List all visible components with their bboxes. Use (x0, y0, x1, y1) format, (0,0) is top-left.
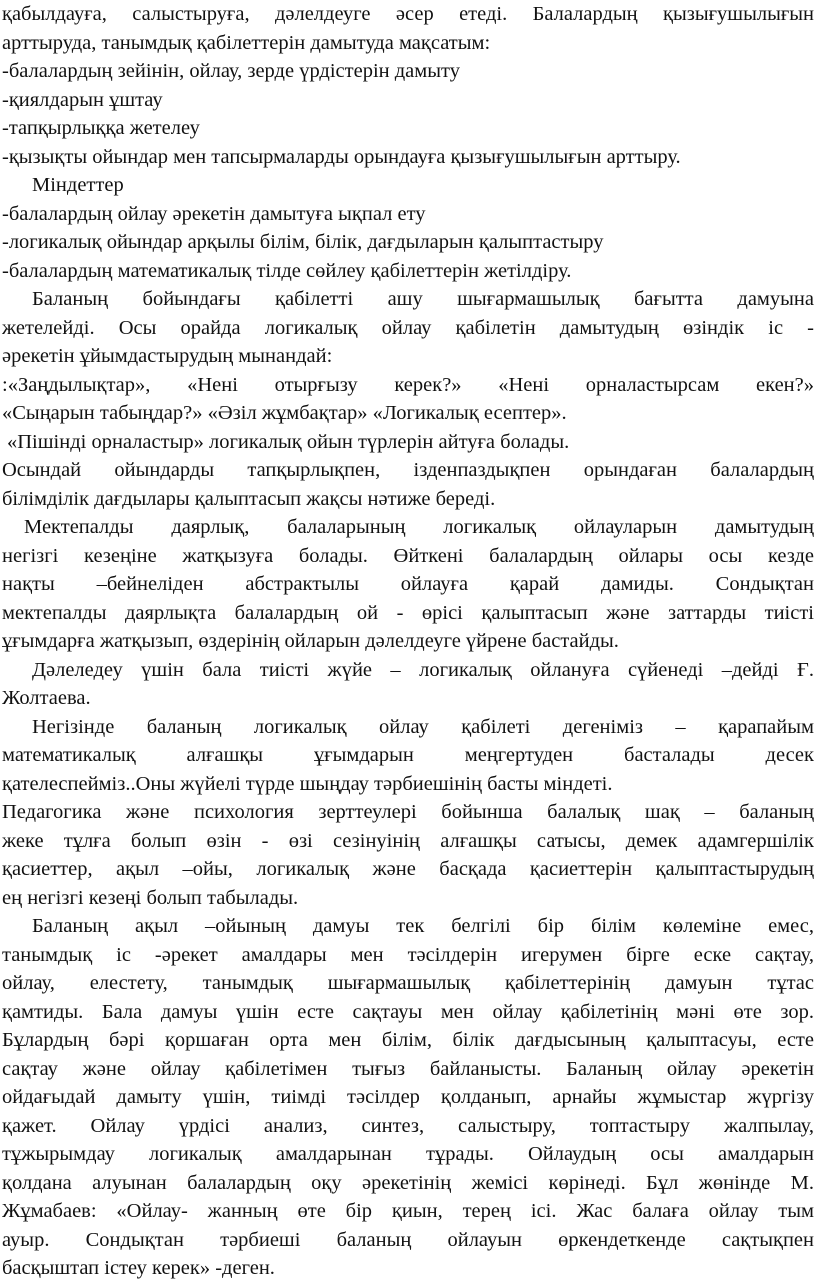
text-line: ойдағыдай дамыту үшін, тиімді тәсілдер қолданып, арнайы жұмыстар жүргізу (2, 1086, 814, 1108)
text-line: Осындай ойындарды тапқырлықпен, ізденпаздықпен орындаған балалардың (2, 459, 814, 481)
text-line: басқыштап істеу керек» -деген. (2, 1257, 275, 1279)
text-line: :«Заңдылықтар», «Нені отырғызу керек?» «Нені орналастырсам екен?» (2, 373, 814, 396)
text-line: Жолтаева. (2, 687, 91, 709)
text-line: қамтиды. Бала дамуы үшін есте сақтауы мен ойлау қабілетінің мәні өте зор. (2, 1000, 814, 1023)
text-line: ең негізгі кезеңі болып табылады. (2, 886, 299, 909)
text-line: Міндеттер (32, 174, 124, 196)
text-line: -балалардың математикалық тілде сөйлеу қабілеттерін жетілдіру. (2, 259, 572, 282)
text-line: жетелейді. Осы орайда логикалық ойлау қабілетін дамытудың өзіндік іс - (2, 316, 814, 339)
text-line: тұжырымдау логикалық амалдарынан тұрады. Ойлаудың осы амалдарын (2, 1143, 814, 1165)
text-line: сақтау және ойлау қабілетімен тығыз байланысты. Баланың ойлау әрекетін (2, 1057, 814, 1080)
text-line: әрекетін ұйымдастырудың мынандай: (2, 345, 333, 367)
text-line: ауыр. Сондықтан тәрбиеші баланың ойлауын өркендеткенде сақтықпен (2, 1228, 814, 1251)
text-line: қажет. Ойлау үрдісі анализ, синтез, салыстыру, топтастыру жалпылау, (2, 1114, 814, 1137)
text-line: -тапқырлыққа жетелеу (2, 117, 200, 139)
text-line: танымдық іс -әрекет амалдары мен тәсілдерін игерумен бірге еске сақтау, (2, 943, 814, 966)
text-line: Баланың бойындағы қабілетті ашу шығармашылық бағытта дамуына (32, 288, 814, 310)
text-line: -қиялдарын ұштау (2, 88, 163, 111)
text-line: -қызықты ойындар мен тапсырмаларды орындауға қызығушылығын арттыру. (2, 145, 681, 168)
text-line: ұғымдарға жатқызып, өздерінің ойларын дәлелдеуге үйрене бастайды. (2, 630, 619, 652)
text-line: қателеспейміз..Оны жүйелі түрде шыңдау тәрбиешінің басты міндеті. (2, 772, 613, 795)
text-line: «Сыңарын табыңдар?» «Әзіл жұмбақтар» «Логикалық есептер». (2, 402, 567, 424)
text-line: арттыруда, танымдық қабілеттерін дамытуда мақсатым: (2, 31, 491, 54)
text-line: Педагогика және психология зерттеулері бойынша балалық шақ – баланың (2, 801, 814, 823)
text-line: Жұмабаев: «Ойлау- жанның өте бір қиын, терең ісі. Жас балаға ойлау тым (2, 1200, 814, 1222)
text-line: мектепалды даярлықта балалардың ой - өрісі қалыптасып және заттарды тиісті (2, 601, 814, 624)
text-line: негізгі кезеңіне жатқызуға болады. Өйткені балалардың ойлары осы кезде (2, 544, 814, 567)
text-line: жеке тұлға болып өзін - өзі сезінуінің алғашқы сатысы, демек адамгершілік (2, 829, 814, 852)
text-line: Негізінде баланың логикалық ойлау қабілеті дегеніміз – қарапайым (32, 715, 814, 738)
text-line: нақты –бейнеліден абстрактылы ойлауға қарай дамиды. Сондықтан (2, 573, 814, 595)
text-line: ойлау, елестету, танымдық шығармашылық қабілеттерінің дамуын тұтас (2, 972, 814, 994)
text-line: қабылдауға, салыстыруға, дәлелдеуге әсер етеді. Балалардың қызығушылығын (2, 3, 814, 25)
text-line: «Пішінді орналастыр» логикалық ойын түрлерін айтуға болады. (7, 430, 570, 453)
text-line: қасиеттер, ақыл –ойы, логикалық және басқада қасиеттерін қалыптастырудың (2, 858, 814, 880)
text-line: Дәлеледеу үшін бала тиісті жүйе – логикалық ойлануға сүйенеді –дейді Ғ. (32, 658, 814, 681)
text-line: қолдана алуынан балалардың оқу әрекетінің жемісі көрінеді. Бұл жөнінде М. (2, 1171, 814, 1194)
text-line: -логикалық ойындар арқылы білім, білік, дағдыларын қалыптастыру (2, 231, 604, 253)
text-line: білімділік дағдылары қалыптасып жақсы нәтиже береді. (2, 487, 496, 510)
text-line: Мектепалды даярлық, балаларының логикалық ойлауларын дамытудың (24, 516, 814, 538)
text-line: математикалық алғашқы ұғымдарын меңгертуден басталады десек (2, 744, 814, 766)
text-line: Баланың ақыл –ойының дамуы тек белгілі бір білім көлеміне емес, (32, 915, 814, 937)
text-line: Бұлардың бәрі қоршаған орта мен білім, білік дағдысының қалыптасуы, есте (2, 1029, 814, 1051)
text-line: -балалардың ойлау әрекетін дамытуға ықпал ету (2, 202, 426, 225)
text-line: -балалардың зейінін, ойлау, зерде үрдістерін дамыту (2, 60, 460, 82)
